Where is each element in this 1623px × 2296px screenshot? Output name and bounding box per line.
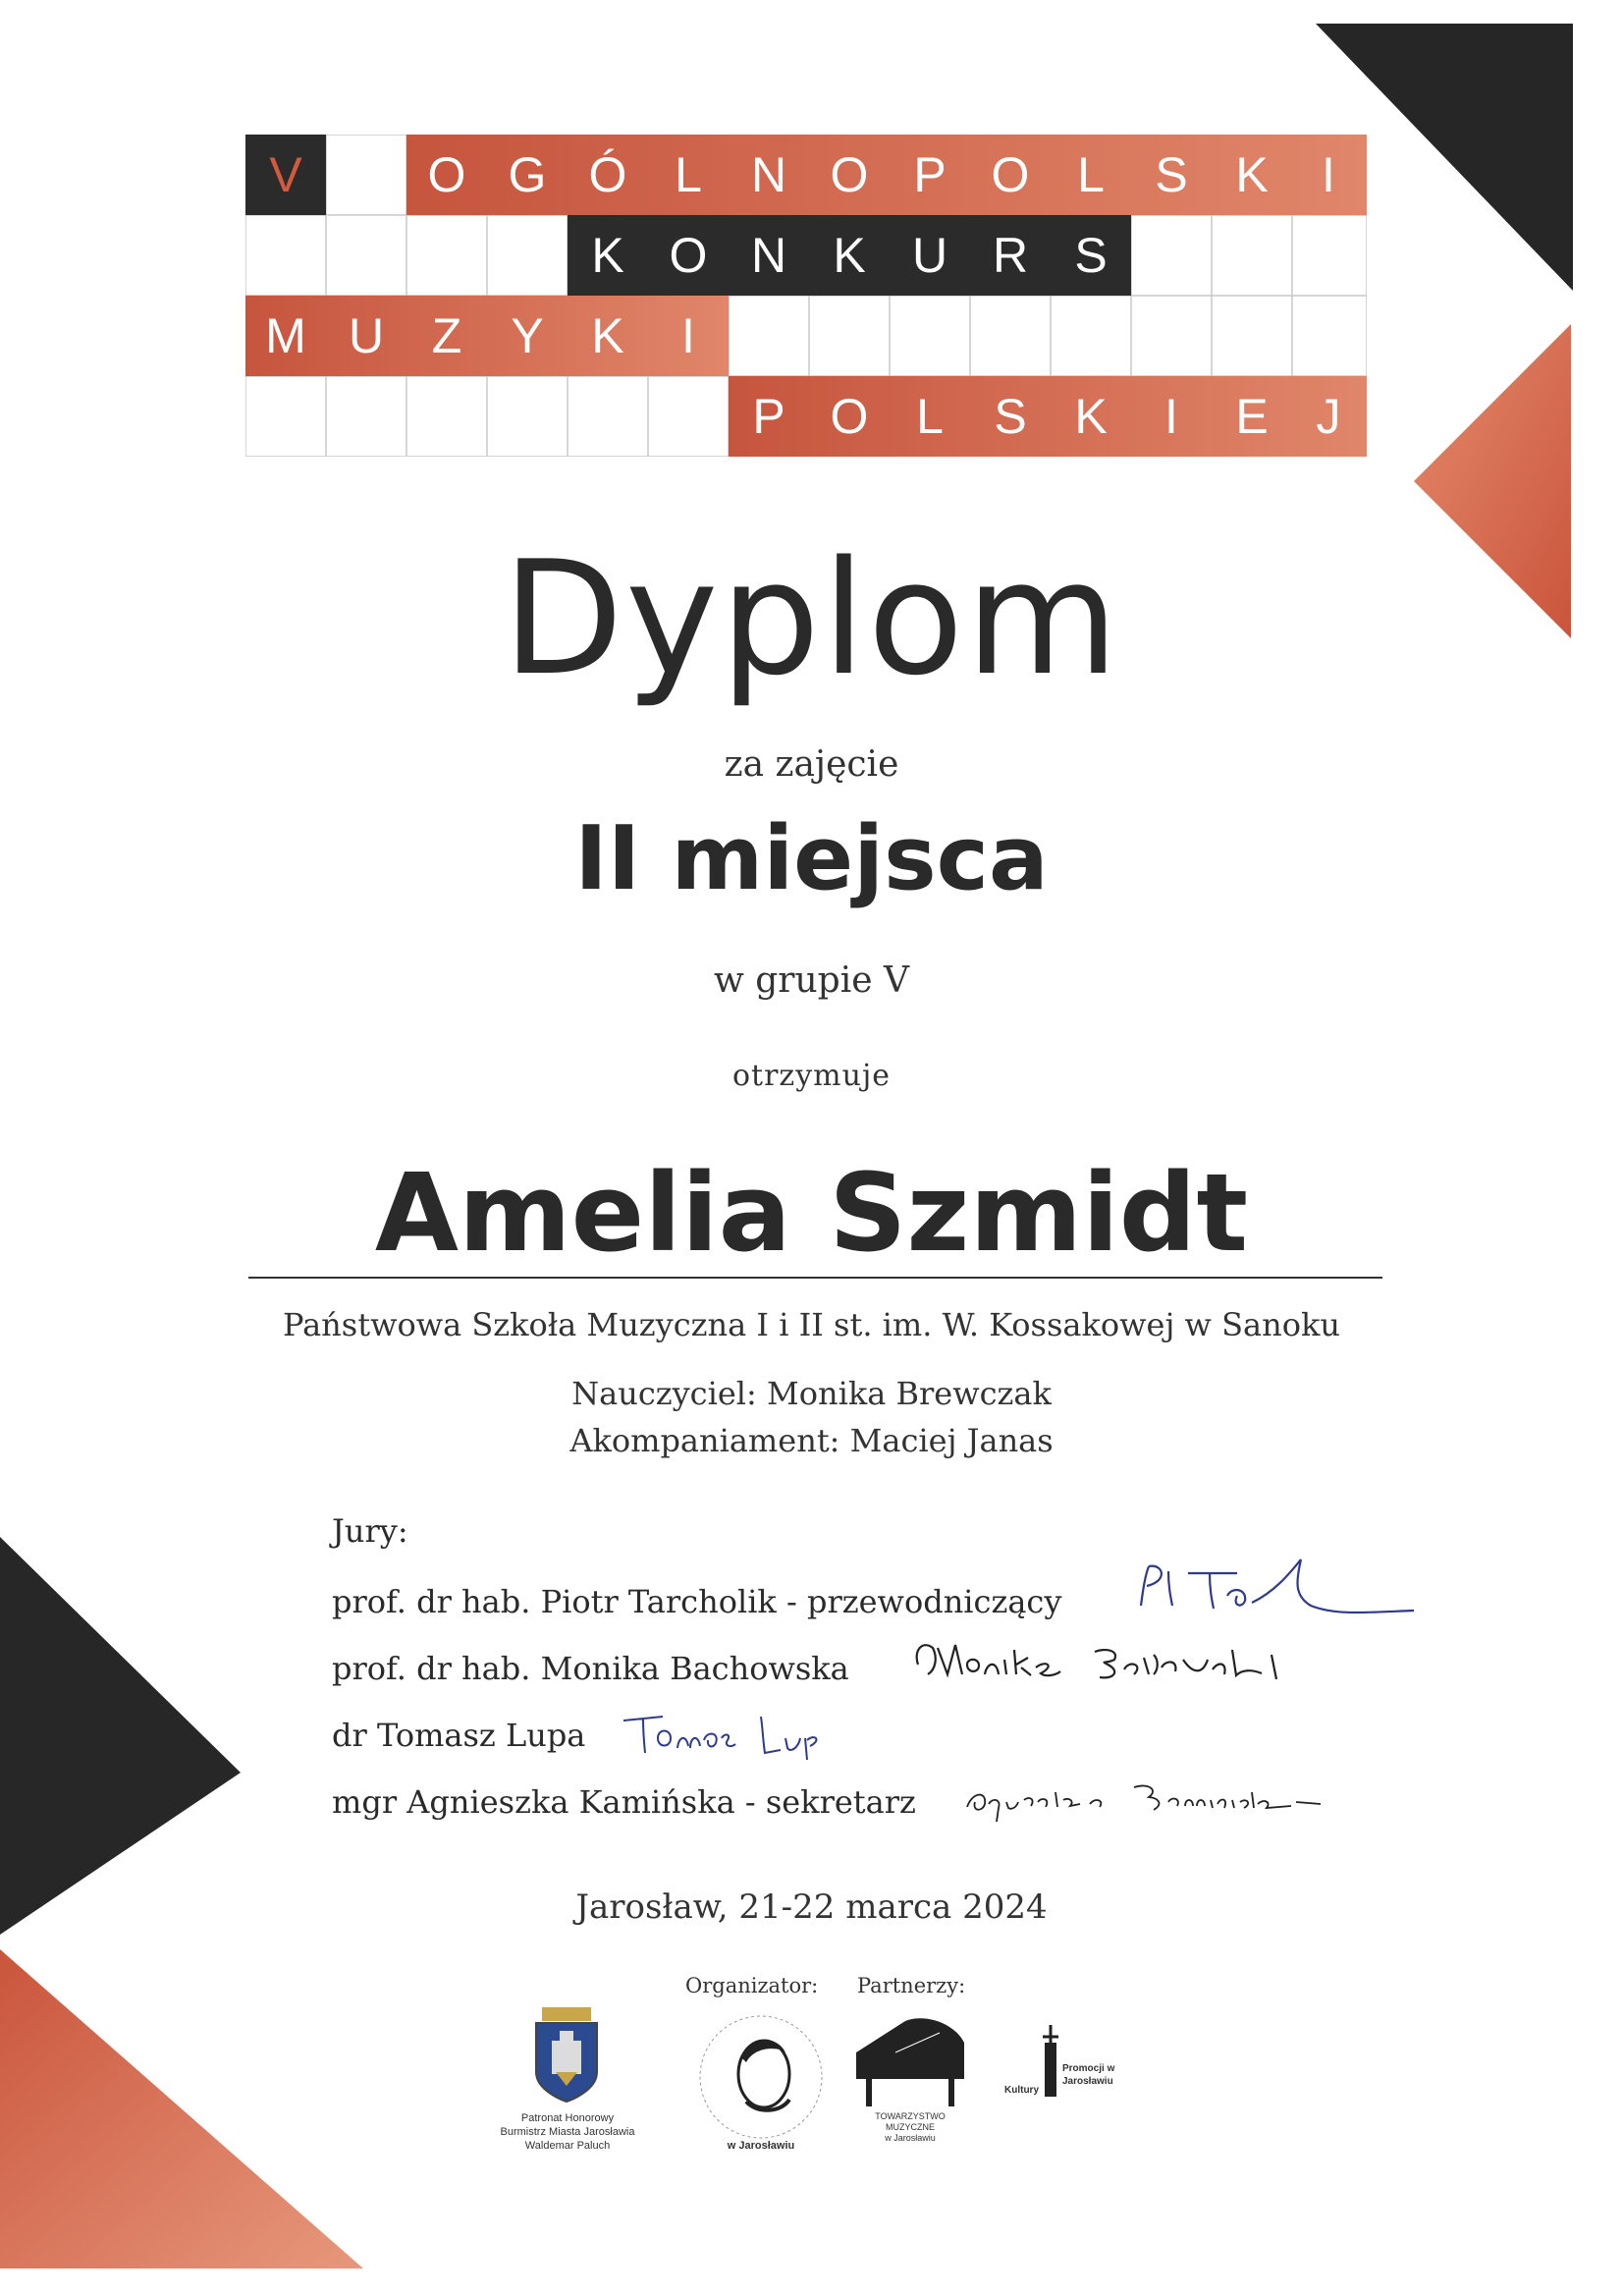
grid-letter: S xyxy=(994,389,1027,444)
grid-letter: O xyxy=(830,147,869,202)
grid-letter: U xyxy=(911,228,948,283)
grid-letter: G xyxy=(508,147,547,202)
recipient-name: Amelia Szmidt xyxy=(374,1150,1249,1276)
patron-line: Waldemar Paluch xyxy=(524,2140,611,2152)
centre-line: Promocji w Jarosławiu xyxy=(1062,2063,1115,2087)
corner-triangle-dark-left xyxy=(0,1532,245,1944)
grid-letter: K xyxy=(1235,147,1269,202)
name-underline xyxy=(248,1277,1382,1279)
signature-1 xyxy=(1129,1552,1424,1630)
diploma-title: Dyplom xyxy=(502,526,1121,710)
patron-line: Patronat Honorowy xyxy=(520,2112,615,2124)
society-line: MUZYCZNE xyxy=(886,2122,935,2132)
signature-2 xyxy=(908,1630,1330,1699)
grid-letter: N xyxy=(750,147,787,202)
grid-letter: Z xyxy=(431,308,462,363)
grid-letter: K xyxy=(833,228,866,283)
place-text: II miejsca xyxy=(574,807,1049,910)
date-place: Jarosław, 21-22 marca 2024 xyxy=(575,1887,1048,1927)
grid-letter: J xyxy=(1316,389,1341,444)
grid-letter: O xyxy=(830,389,869,444)
grid-letter: P xyxy=(913,147,947,202)
partners-label: Partnerzy: xyxy=(857,1974,966,1997)
accompanist-name: Akompaniament: Maciej Janas xyxy=(569,1422,1054,1459)
signature-3 xyxy=(614,1699,830,1768)
grid-letter: O xyxy=(427,147,466,202)
society-line: w Jarosławiu xyxy=(885,2133,936,2143)
grid-letter: L xyxy=(916,389,944,444)
grid-letter: K xyxy=(591,308,624,363)
corner-triangle-red-left xyxy=(0,1949,373,2273)
grid-letter: P xyxy=(752,389,785,444)
grid-letter: Y xyxy=(511,308,544,363)
grid-letter: S xyxy=(1074,228,1108,283)
centre-caption-left: Kultury xyxy=(1004,2085,1039,2096)
grid-letter: L xyxy=(675,147,702,202)
organizer-label: Organizator: xyxy=(685,1974,819,1997)
grid-letter: S xyxy=(1155,147,1188,202)
grid-letter: V xyxy=(269,147,302,202)
society-caption xyxy=(846,2111,974,2144)
grid-letter: I xyxy=(681,308,695,363)
jury-member: prof. dr hab. Monika Bachowska xyxy=(332,1650,849,1687)
jury-member: dr Tomasz Lupa xyxy=(332,1717,586,1754)
grid-letter: O xyxy=(991,147,1030,202)
grid-letter: N xyxy=(750,228,787,283)
grid-letter: K xyxy=(1074,389,1108,444)
grid-letter: M xyxy=(265,308,306,363)
grid-letter: I xyxy=(1322,147,1335,202)
jury-member: prof. dr hab. Piotr Tarcholik - przewodniczący xyxy=(332,1583,1062,1620)
grid-letter: Ó xyxy=(588,147,627,202)
grid-letter: O xyxy=(669,228,708,283)
school-logo-icon xyxy=(687,2003,835,2151)
grid-letter: E xyxy=(1235,389,1269,444)
centre-caption xyxy=(1062,2062,1151,2088)
jury-label: Jury: xyxy=(332,1512,408,1550)
receives-text: otrzymuje xyxy=(731,1059,892,1093)
grid-letter: L xyxy=(1077,147,1105,202)
patron-line: Burmistrz Miasta Jarosławia xyxy=(500,2126,635,2138)
for-text: za zajęcie xyxy=(724,744,899,785)
coat-of-arms-icon xyxy=(522,2003,611,2111)
patron-caption xyxy=(469,2111,666,2153)
piano-icon xyxy=(846,2013,974,2111)
group-text: w grupie V xyxy=(713,960,909,1001)
grid-letter: K xyxy=(591,228,624,283)
grid-letter: R xyxy=(992,228,1029,283)
signature-4 xyxy=(957,1763,1330,1831)
school-logo-caption: w Jarosławiu xyxy=(727,2140,795,2152)
teacher-name: Nauczyciel: Monika Brewczak xyxy=(571,1375,1052,1412)
school-name: Państwowa Szkoła Muzyczna I i II st. im. W. Kossakowej w Sanoku xyxy=(283,1306,1340,1343)
contest-logo-grid xyxy=(245,135,1367,457)
grid-letter: U xyxy=(348,308,385,363)
grid-letter: I xyxy=(1164,389,1178,444)
jury-member: mgr Agnieszka Kamińska - sekretarz xyxy=(332,1783,916,1821)
society-line: TOWARZYSTWO xyxy=(875,2111,946,2121)
